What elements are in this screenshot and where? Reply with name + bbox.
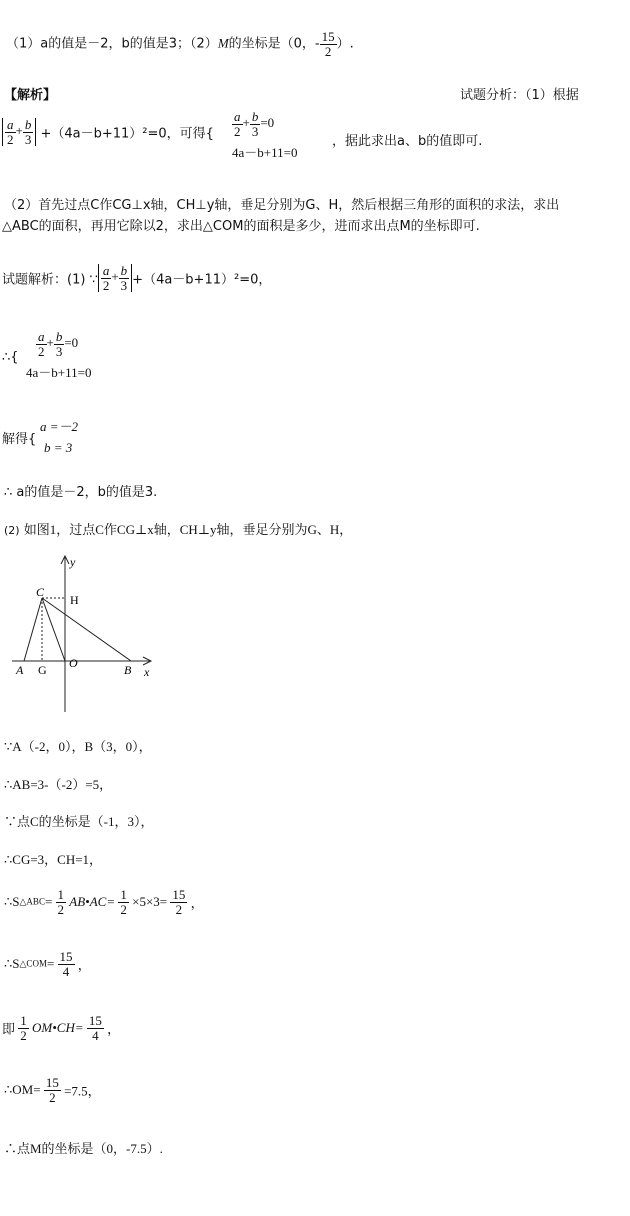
answer-frac-den: 2 (320, 44, 337, 59)
om-ch: OM•CH= (32, 1020, 84, 1036)
answer-fraction (320, 30, 337, 58)
om-prefix: ∴OM= (4, 1082, 41, 1098)
area-abc-line (4, 888, 204, 916)
ji-res-num: 15 (88, 1013, 102, 1028)
t-b: b (55, 329, 63, 344)
cg-ch: ∴CG=3，CH=1， (4, 852, 103, 867)
abs-expr-2 (98, 264, 132, 292)
ji-half-den: 2 (20, 1027, 27, 1043)
solution-intro: 试题解析：(1) ∵ (2, 272, 98, 288)
frac-3: 3 (24, 131, 32, 147)
ji-res-den: 4 (87, 1028, 104, 1043)
answer-line (6, 30, 354, 58)
com-num: 15 (59, 949, 73, 964)
sol-a: a (102, 263, 110, 278)
abc-result-den: 2 (170, 902, 187, 917)
c-coord: ∵点C的坐标是（-1，3）， (4, 814, 154, 829)
therefore-system (26, 330, 91, 381)
t-2: 2 (38, 343, 45, 359)
analysis2-line1: （2）首先过点C作CG⊥x轴，CH⊥y轴，垂足分别为G、H，然后根据三角形的面积的求法，求出 (4, 198, 560, 213)
solve-label: 解得{ (2, 432, 37, 447)
part2-intro (4, 519, 352, 538)
analysis1-line (2, 118, 214, 146)
label-b: B (124, 663, 132, 677)
sol-plus: + (111, 269, 119, 285)
frac-2: 2 (7, 131, 14, 147)
label-c: C (36, 585, 45, 599)
sys-b: b (251, 109, 259, 124)
side-ac (24, 598, 42, 661)
ji-end: ， (107, 1021, 121, 1037)
t-a: a (38, 329, 45, 344)
given-ab: ∵A（-2，0），B（3，0）， (4, 739, 152, 754)
label-o: O (69, 656, 78, 670)
abc-half2-den: 2 (120, 901, 127, 917)
analysis2-line2: △ABC的面积，再用它除以2，求出△COM的面积是多少，进而求出点M的坐标即可. (2, 219, 480, 234)
sys-2: 2 (234, 123, 241, 139)
abs-expr-1 (2, 118, 36, 146)
side-cb (42, 598, 131, 661)
side-co (42, 598, 65, 661)
b-value: b = 3 (44, 440, 73, 455)
s-com-prefix: ∴S (4, 956, 20, 972)
s-com-sub: △COM (19, 958, 47, 969)
jiexi-title: 【解析】 (4, 88, 57, 103)
sys-rhs: =0 (260, 115, 275, 131)
analysis1-system (232, 110, 297, 161)
label-a: A (16, 663, 24, 677)
answer-m: M (217, 35, 229, 51)
t-rhs: =0 (64, 335, 79, 351)
om-result: =7.5， (64, 1083, 101, 1099)
answer-text-3: ）. (336, 36, 354, 52)
sys-3: 3 (251, 123, 259, 139)
s-com-end: ， (77, 957, 91, 973)
s-abc-sub: △ABC (19, 896, 45, 907)
sol-3: 3 (120, 277, 128, 293)
ji-half-num: 1 (20, 1013, 27, 1028)
s-abc-eq: = (44, 894, 53, 910)
om-den: 2 (44, 1090, 61, 1105)
ji-text: 即 (2, 1021, 16, 1037)
analysis1-tail: +（4a－b+11）²=0，可得{ (40, 126, 214, 142)
ab-length: ∴AB=3-（-2）=5， (4, 777, 113, 792)
om-num: 15 (45, 1075, 59, 1090)
final-answer: ∴点M的坐标是（0，-7.5）. (4, 1141, 163, 1156)
therefore-brace: ∴{ (2, 350, 19, 365)
sol-b: b (120, 263, 128, 278)
solution-intro-line (2, 264, 271, 292)
t-plus: + (46, 335, 54, 351)
abc-result-num: 15 (172, 887, 186, 902)
label-x: x (144, 665, 150, 679)
label-g: G (38, 663, 47, 677)
s-com-eq: = (46, 956, 55, 972)
analysis1-after: ，据此求出a、b的值即可. (332, 134, 483, 149)
sys-eq2: 4a－b+11=0 (232, 145, 298, 161)
answer-text-1: （1）a的值是－2，b的值是3；（2） (6, 36, 218, 52)
plus-sign: + (15, 123, 23, 139)
coordinate-figure (12, 552, 162, 717)
abc-half2-num: 1 (120, 887, 127, 902)
s-abc-prefix: ∴S (4, 894, 20, 910)
frac-b: b (24, 117, 32, 132)
sys-plus: + (242, 115, 250, 131)
conclusion-1: ∴ a的值是－2，b的值是3. (4, 485, 158, 500)
label-y: y (70, 555, 76, 569)
analysis-label: 试题分析：（1）根据 (460, 88, 579, 103)
sys-a: a (234, 109, 241, 124)
s-abc-end: ， (190, 895, 204, 911)
t-3: 3 (55, 343, 63, 359)
om-line (4, 1076, 101, 1104)
part2-num: (2) (4, 524, 20, 537)
solution-tail: +（4a－b+11）²=0， (132, 272, 272, 288)
answer-text-2: 的坐标是（0，- (228, 36, 320, 52)
part2-text: 如图1，过点C作CG⊥x轴，CH⊥y轴，垂足分别为G、H， (23, 522, 353, 537)
times-expr: ×5×3= (132, 894, 168, 910)
sol-2: 2 (102, 277, 110, 293)
a-value: a =－2 (40, 419, 79, 434)
abc-half-num: 1 (57, 887, 65, 902)
abc-half-den: 2 (57, 901, 65, 917)
frac-a: a (7, 117, 14, 132)
answer-frac-num: 15 (321, 29, 335, 44)
ji-line (2, 1014, 120, 1042)
t-eq2: 4a－b+11=0 (26, 365, 92, 381)
ab-ac: AB•AC= (69, 894, 116, 910)
com-den: 4 (58, 964, 75, 979)
label-h: H (70, 593, 79, 607)
area-com-line (4, 950, 91, 978)
